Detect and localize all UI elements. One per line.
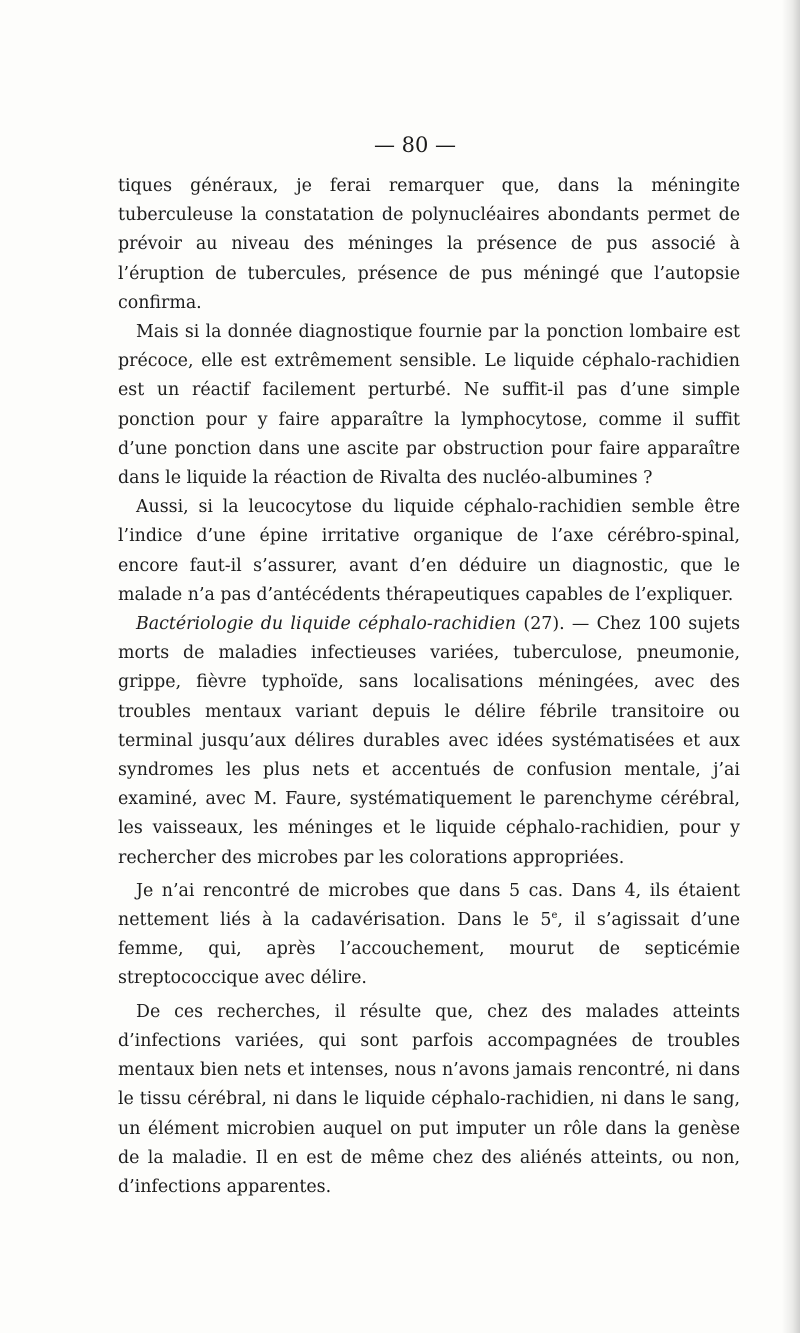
section-heading: Bactériologie du liquide céphalo-rachidien [136, 614, 517, 635]
paragraph-1: tiques généraux, je ferai remarquer que, dans la méningite tuberculeuse la constatation de polynucléaires abondants permet de prévoir au niveau des méninges la présence de pus associé à l’éruption de tubercules, présence de pus méningé que l’autopsie confirma. [118, 176, 740, 313]
paragraph-2: Mais si la donnée diagnostique fournie par la ponction lombaire est précoce, elle est extrêmement sensible. Le liquide céphalo-rachidien est un réactif facilement perturbé. Ne suffit-il pas d’une simple ponction pour y faire apparaître la lymphocytose, comme il suffit d’une ponction dans une ascite par obstruction pour faire apparaître dans le liquide la réaction de Rivalta des nucléo-albumines ? [118, 322, 740, 489]
page-number: — 80 — [373, 133, 457, 157]
paragraph-5 [118, 877, 740, 994]
page-edge-shadow [782, 0, 800, 1333]
paragraph-5-part-b: , il s’agissait d’une femme, qui, après l’accouchement, mourut de septicémie streptococcique avec délire. [118, 910, 741, 989]
paragraph-4-body: (27). — Chez 100 sujets morts de maladies infectieuses variées, tuberculose, pneumonie, grippe, fièvre typhoïde, sans localisations méningées, avec des troubles mentaux variant depuis le délire fébrile transitoire ou terminal jusqu’aux délires durables avec idées systématisées et aux syndromes les plus nets et accentués de confusion mentale, j’ai examiné, avec M. Faure, systématiquement le parenchyme cérébral, les vaisseaux, les méninges et le liquide céphalo-rachidien, pour y rechercher des microbes par les colorations appropriées. [118, 614, 740, 868]
body-text [118, 172, 740, 1202]
paragraph-6: De ces recherches, il résulte que, chez des malades atteints d’infections variées, qui sont parfois accompagnées de troubles mentaux bien nets et intenses, nous n’avons jamais rencontré, ni dans le tissu cérébral, ni dans le liquide céphalo-rachidien, ni dans le sang, un élément microbien auquel on put imputer un rôle dans la genèse de la maladie. Il en est de même chez des aliénés atteints, ou non, d’infections apparentes. [118, 1001, 740, 1197]
paragraph-4 [118, 610, 740, 873]
ordinal-superscript: e [551, 910, 558, 922]
paragraph-3: Aussi, si la leucocytose du liquide céphalo-rachidien semble être l’indice d’une épine irritative organique de l’axe cérébro-spinal, encore faut-il s’assurer, avant d’en déduire un diagnostic, que le malade n’a pas d’antécédents thérapeutiques capables de l’expliquer. [118, 497, 740, 605]
paragraph-5-part-a: Je n’ai rencontré de microbes que dans 5 cas. Dans 4, ils étaient nettement liés à la cadavérisation. Dans le 5 [118, 880, 740, 931]
